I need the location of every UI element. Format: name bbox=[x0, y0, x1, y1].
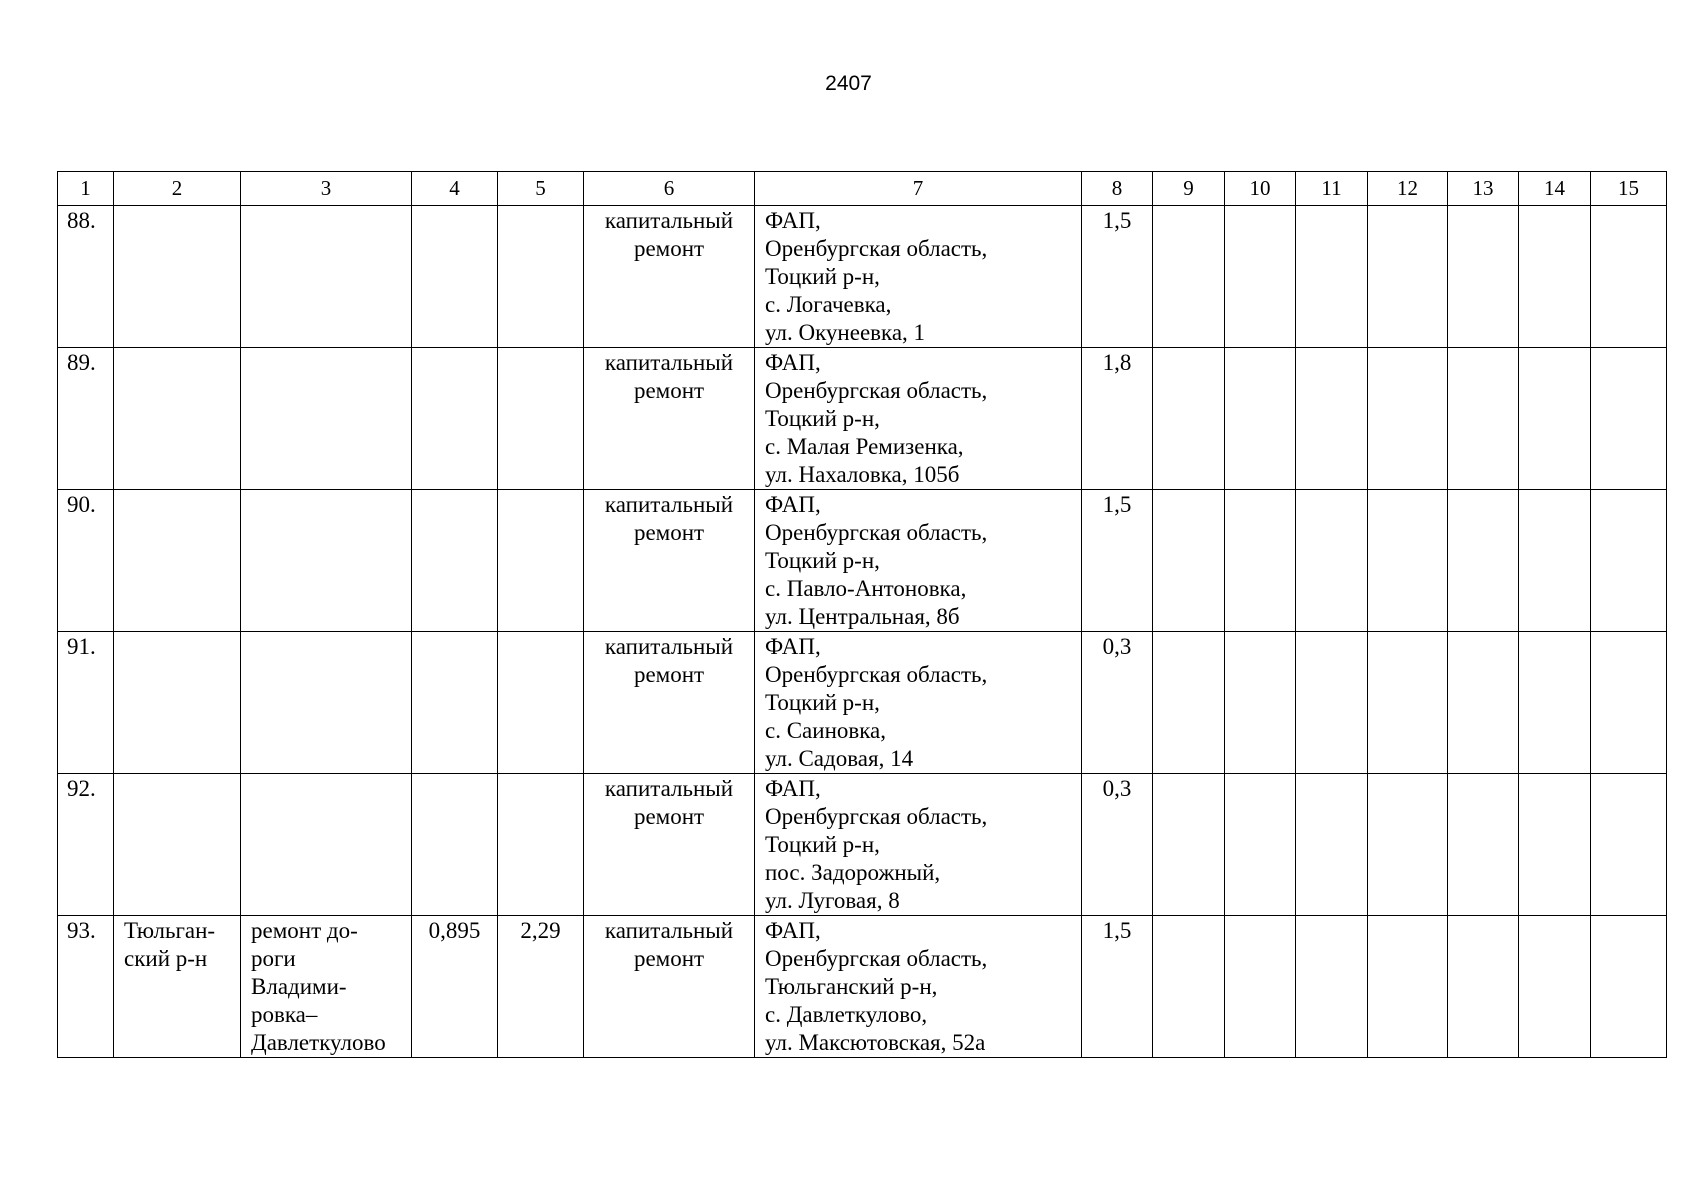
road-cell bbox=[241, 206, 412, 348]
road-cell-line: роги bbox=[251, 946, 296, 971]
column-4-cell bbox=[412, 774, 498, 916]
column-header: 11 bbox=[1296, 172, 1368, 206]
object-address-cell-line: с. Логачевка, bbox=[765, 292, 892, 317]
row-number-cell: 90. bbox=[58, 490, 114, 632]
empty-cell bbox=[1519, 916, 1591, 1058]
column-header: 15 bbox=[1591, 172, 1667, 206]
column-header: 1 bbox=[58, 172, 114, 206]
column-header: 3 bbox=[241, 172, 412, 206]
column-header: 6 bbox=[584, 172, 755, 206]
empty-cell bbox=[1225, 774, 1296, 916]
data-table bbox=[57, 171, 1667, 1058]
district-cell bbox=[114, 916, 241, 1058]
empty-cell bbox=[1368, 348, 1448, 490]
column-8-cell: 1,5 bbox=[1082, 916, 1153, 1058]
empty-cell bbox=[1296, 206, 1368, 348]
road-cell bbox=[241, 348, 412, 490]
row-number-cell: 93. bbox=[58, 916, 114, 1058]
column-5-cell bbox=[498, 774, 584, 916]
column-8-cell: 1,5 bbox=[1082, 490, 1153, 632]
object-address-cell bbox=[755, 916, 1082, 1058]
empty-cell bbox=[1368, 206, 1448, 348]
work-type-cell-line: ремонт bbox=[633, 378, 705, 403]
empty-cell bbox=[1519, 774, 1591, 916]
work-type-cell bbox=[584, 916, 755, 1058]
work-type-cell bbox=[584, 632, 755, 774]
object-address-cell bbox=[755, 490, 1082, 632]
empty-cell bbox=[1591, 632, 1667, 774]
column-header: 14 bbox=[1519, 172, 1591, 206]
road-cell bbox=[241, 916, 412, 1058]
row-number-cell: 91. bbox=[58, 632, 114, 774]
header-row bbox=[58, 172, 1667, 206]
object-address-cell-line: Оренбургская область, bbox=[765, 236, 988, 261]
object-address-cell-line: с. Павло-Антоновка, bbox=[765, 576, 967, 601]
object-address-cell-line: Оренбургская область, bbox=[765, 378, 988, 403]
work-type-cell-line: капитальный bbox=[604, 208, 734, 233]
empty-cell bbox=[1153, 206, 1225, 348]
column-5-cell bbox=[498, 490, 584, 632]
empty-cell bbox=[1448, 348, 1519, 490]
work-type-cell-line: капитальный bbox=[604, 918, 734, 943]
empty-cell bbox=[1448, 206, 1519, 348]
empty-cell bbox=[1368, 490, 1448, 632]
column-header: 7 bbox=[755, 172, 1082, 206]
work-type-cell-line: ремонт bbox=[633, 946, 705, 971]
empty-cell bbox=[1591, 916, 1667, 1058]
object-address-cell-line: Оренбургская область, bbox=[765, 662, 988, 687]
object-address-cell-line: Тоцкий р-н, bbox=[765, 406, 880, 431]
work-type-cell bbox=[584, 774, 755, 916]
column-header: 9 bbox=[1153, 172, 1225, 206]
column-header: 10 bbox=[1225, 172, 1296, 206]
table-row bbox=[58, 632, 1667, 774]
column-8-cell: 0,3 bbox=[1082, 632, 1153, 774]
column-header: 13 bbox=[1448, 172, 1519, 206]
work-type-cell bbox=[584, 206, 755, 348]
object-address-cell-line: ул. Центральная, 8б bbox=[765, 604, 960, 629]
object-address-cell-line: Тюльганский р-н, bbox=[765, 974, 938, 999]
empty-cell bbox=[1153, 490, 1225, 632]
road-cell-line: Владими- bbox=[251, 974, 347, 999]
work-type-cell-line: капитальный bbox=[604, 634, 734, 659]
object-address-cell-line: Тоцкий р-н, bbox=[765, 690, 880, 715]
empty-cell bbox=[1296, 348, 1368, 490]
column-4-cell bbox=[412, 632, 498, 774]
empty-cell bbox=[1153, 632, 1225, 774]
column-5-cell: 2,29 bbox=[498, 916, 584, 1058]
road-cell bbox=[241, 774, 412, 916]
row-number-cell: 88. bbox=[58, 206, 114, 348]
table-body bbox=[58, 206, 1667, 1058]
work-type-cell-line: ремонт bbox=[633, 662, 705, 687]
column-4-cell bbox=[412, 490, 498, 632]
work-type-cell-line: ремонт bbox=[633, 804, 705, 829]
empty-cell bbox=[1296, 490, 1368, 632]
road-cell bbox=[241, 632, 412, 774]
empty-cell bbox=[1296, 916, 1368, 1058]
district-cell bbox=[114, 206, 241, 348]
object-address-cell bbox=[755, 206, 1082, 348]
object-address-cell-line: Тоцкий р-н, bbox=[765, 264, 880, 289]
empty-cell bbox=[1519, 348, 1591, 490]
row-number-cell: 92. bbox=[58, 774, 114, 916]
empty-cell bbox=[1225, 348, 1296, 490]
object-address-cell-line: Тоцкий р-н, bbox=[765, 548, 880, 573]
column-5-cell bbox=[498, 348, 584, 490]
object-address-cell-line: пос. Задорожный, bbox=[765, 860, 941, 885]
empty-cell bbox=[1368, 632, 1448, 774]
object-address-cell-line: с. Малая Ремизенка, bbox=[765, 434, 964, 459]
column-header: 2 bbox=[114, 172, 241, 206]
empty-cell bbox=[1225, 490, 1296, 632]
column-header: 12 bbox=[1368, 172, 1448, 206]
object-address-cell-line: ФАП, bbox=[765, 492, 821, 517]
work-type-cell-line: ремонт bbox=[633, 520, 705, 545]
work-type-cell bbox=[584, 490, 755, 632]
road-cell-line: ремонт до- bbox=[251, 918, 358, 943]
column-8-cell: 1,8 bbox=[1082, 348, 1153, 490]
object-address-cell-line: ул. Луговая, 8 bbox=[765, 888, 900, 913]
empty-cell bbox=[1519, 490, 1591, 632]
object-address-cell-line: ул. Нахаловка, 105б bbox=[765, 462, 960, 487]
road-cell bbox=[241, 490, 412, 632]
object-address-cell-line: Оренбургская область, bbox=[765, 520, 988, 545]
work-type-cell-line: капитальный bbox=[604, 350, 734, 375]
empty-cell bbox=[1591, 206, 1667, 348]
column-5-cell bbox=[498, 632, 584, 774]
work-type-cell-line: капитальный bbox=[604, 492, 734, 517]
page-number: 2407 bbox=[825, 72, 872, 95]
work-type-cell-line: ремонт bbox=[633, 236, 705, 261]
object-address-cell-line: ул. Максютовская, 52а bbox=[765, 1030, 986, 1055]
empty-cell bbox=[1368, 774, 1448, 916]
empty-cell bbox=[1296, 774, 1368, 916]
empty-cell bbox=[1153, 348, 1225, 490]
empty-cell bbox=[1225, 632, 1296, 774]
district-cell bbox=[114, 348, 241, 490]
empty-cell bbox=[1591, 774, 1667, 916]
empty-cell bbox=[1368, 916, 1448, 1058]
empty-cell bbox=[1153, 916, 1225, 1058]
object-address-cell bbox=[755, 348, 1082, 490]
empty-cell bbox=[1225, 916, 1296, 1058]
object-address-cell bbox=[755, 632, 1082, 774]
object-address-cell-line: ФАП, bbox=[765, 918, 821, 943]
table-row bbox=[58, 348, 1667, 490]
object-address-cell-line: ФАП, bbox=[765, 350, 821, 375]
column-header: 4 bbox=[412, 172, 498, 206]
object-address-cell-line: ФАП, bbox=[765, 776, 821, 801]
empty-cell bbox=[1448, 632, 1519, 774]
column-header: 5 bbox=[498, 172, 584, 206]
column-4-cell bbox=[412, 206, 498, 348]
object-address-cell-line: ФАП, bbox=[765, 208, 821, 233]
column-4-cell: 0,895 bbox=[412, 916, 498, 1058]
empty-cell bbox=[1591, 490, 1667, 632]
object-address-cell-line: ул. Садовая, 14 bbox=[765, 746, 914, 771]
empty-cell bbox=[1296, 632, 1368, 774]
district-cell bbox=[114, 774, 241, 916]
empty-cell bbox=[1225, 206, 1296, 348]
district-cell bbox=[114, 632, 241, 774]
column-header: 8 bbox=[1082, 172, 1153, 206]
empty-cell bbox=[1591, 348, 1667, 490]
row-number-cell: 89. bbox=[58, 348, 114, 490]
empty-cell bbox=[1448, 916, 1519, 1058]
table-row bbox=[58, 490, 1667, 632]
table-row bbox=[58, 774, 1667, 916]
road-cell-line: Давлеткулово bbox=[251, 1030, 386, 1055]
empty-cell bbox=[1153, 774, 1225, 916]
work-type-cell-line: капитальный bbox=[604, 776, 734, 801]
work-type-cell bbox=[584, 348, 755, 490]
column-8-cell: 1,5 bbox=[1082, 206, 1153, 348]
district-cell-line: Тюльган- bbox=[124, 918, 216, 943]
empty-cell bbox=[1519, 632, 1591, 774]
object-address-cell-line: с. Саиновка, bbox=[765, 718, 887, 743]
empty-cell bbox=[1448, 490, 1519, 632]
object-address-cell-line: ФАП, bbox=[765, 634, 821, 659]
object-address-cell bbox=[755, 774, 1082, 916]
table-row bbox=[58, 206, 1667, 348]
object-address-cell-line: с. Давлеткулово, bbox=[765, 1002, 928, 1027]
empty-cell bbox=[1448, 774, 1519, 916]
object-address-cell-line: Оренбургская область, bbox=[765, 804, 988, 829]
empty-cell bbox=[1519, 206, 1591, 348]
road-cell-line: ровка– bbox=[251, 1002, 318, 1027]
column-8-cell: 0,3 bbox=[1082, 774, 1153, 916]
object-address-cell-line: Оренбургская область, bbox=[765, 946, 988, 971]
table-row bbox=[58, 916, 1667, 1058]
object-address-cell-line: ул. Окунеевка, 1 bbox=[765, 320, 926, 345]
column-5-cell bbox=[498, 206, 584, 348]
district-cell bbox=[114, 490, 241, 632]
column-4-cell bbox=[412, 348, 498, 490]
district-cell-line: ский р-н bbox=[124, 946, 208, 971]
object-address-cell-line: Тоцкий р-н, bbox=[765, 832, 880, 857]
